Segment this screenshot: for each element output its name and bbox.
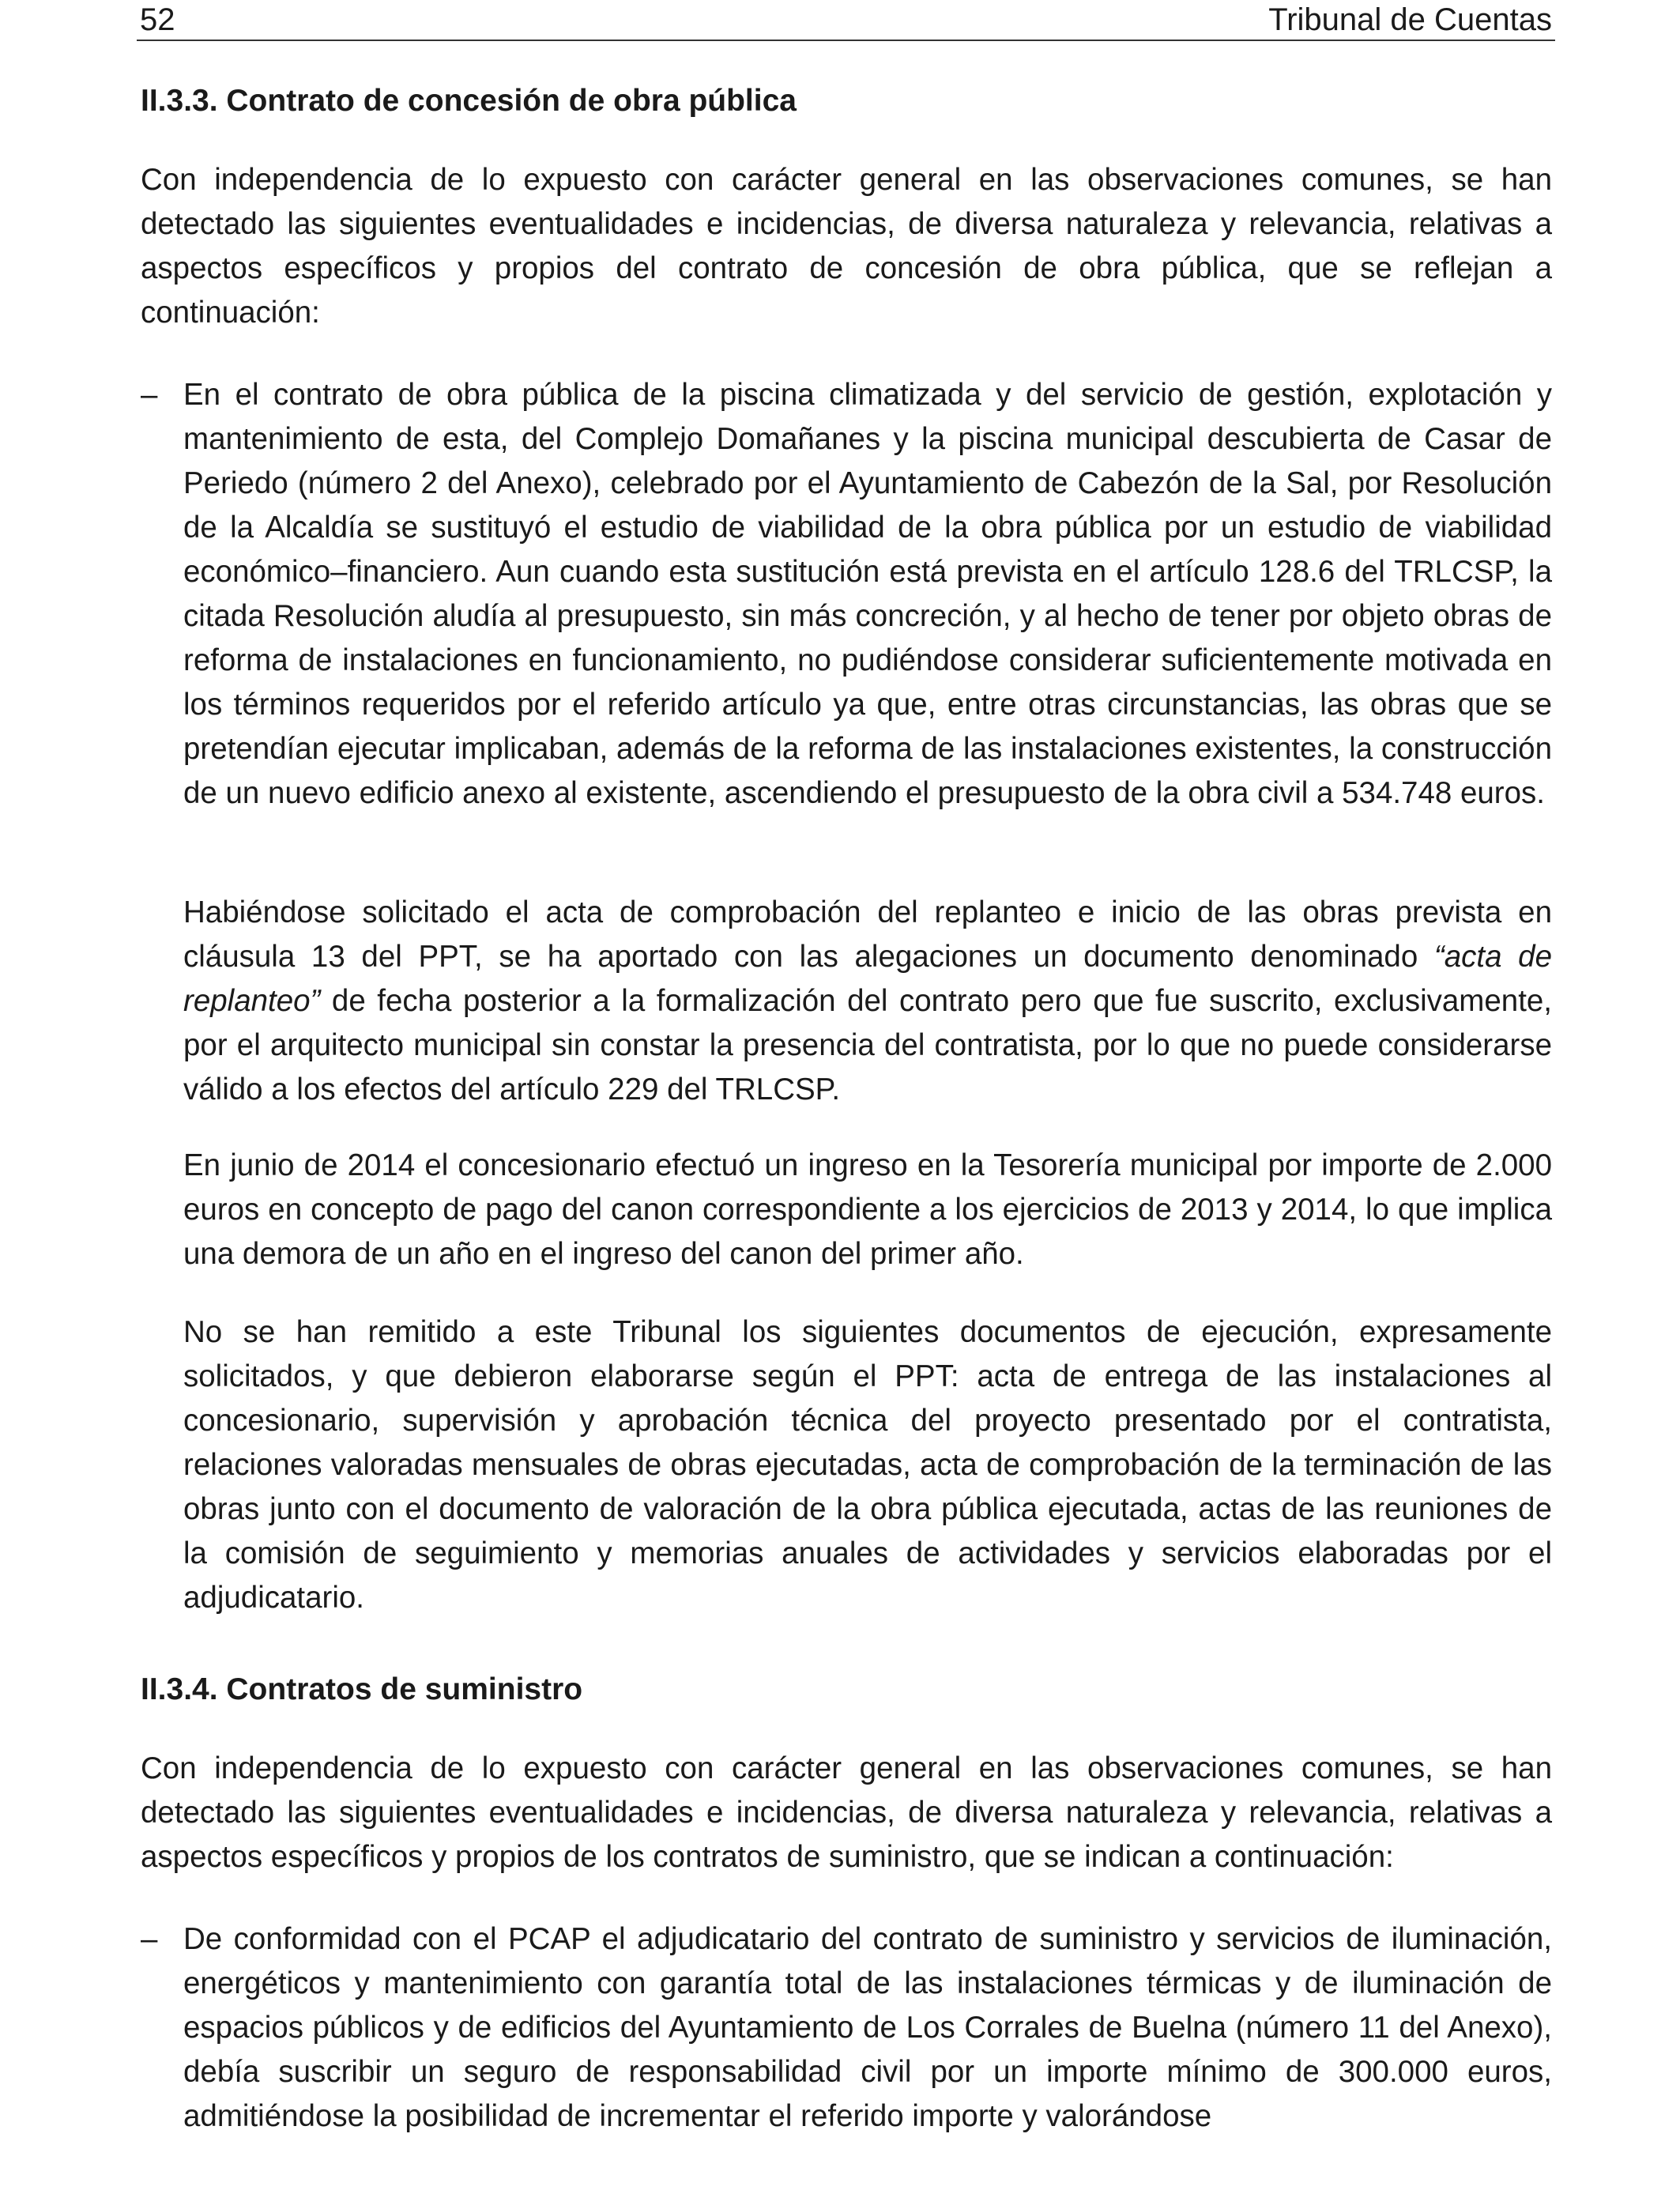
- bullet-dash: –: [141, 378, 158, 412]
- bullet-dash: –: [141, 1922, 158, 1956]
- paragraph-documentos-no-remitidos: No se han remitido a este Tribunal los siguientes documentos de ejecución, expresamente solicitados, y que debieron elaborarse según el PPT: acta de entrega de las instalaciones al concesionario, supervisión y aprobación técnica del proyecto presentado por el contratista, relaciones valoradas mensuales de obras ejecutadas, acta de comprobación de la terminación de las obras junto con el documento de valoración de la obra pública ejecutada, actas de las reuniones de la comisión de seguimiento y memorias anuales de actividades y servicios elaboradas por el adjudicatario.: [183, 1315, 1552, 1615]
- bullet-paragraph-seguro: De conformidad con el PCAP el adjudicatario del contrato de suministro y servicios de iluminación, energéticos y mantenimiento con garantía total de las instalaciones térmicas y de iluminación de espacios públicos y de edificios del Ayuntamiento de Los Corrales de Buelna (número 11 del Anexo), debía suscribir un seguro de responsabilidad civil por un importe mínimo de 300.000 euros, admitiéndose la posibilidad de incrementar el referido importe y valorándose: [183, 1922, 1552, 2133]
- paragraph-acta-replanteo: Habiéndose solicitado el acta de comprobación del replanteo e inicio de las obras prevista en cláusula 13 del PPT, se ha aportado con las alegaciones un documento denominado “acta de replanteo” de fecha posterior a la formalización del contrato pero que fue suscrito, exclusivamente, por el arquitecto municipal sin constar la presencia del contratista, por lo que no puede considerarse válido a los efectos del artículo 229 del TRLCSP.: [183, 895, 1552, 1106]
- paragraph-canon: En junio de 2014 el concesionario efectuó un ingreso en la Tesorería municipal por importe de 2.000 euros en concepto de pago del canon correspondiente a los ejercicios de 2013 y 2014, lo que implica una demora de un año en el ingreso del canon del primer año.: [183, 1148, 1552, 1271]
- section-heading-concesion: II.3.3. Contrato de concesión de obra pública: [141, 84, 797, 118]
- page-header: [137, 0, 1555, 41]
- quoted-document-name: “acta de replanteo”: [183, 940, 1552, 1018]
- section-heading-suministro: II.3.4. Contratos de suministro: [141, 1672, 583, 1706]
- bullet-paragraph-piscina: En el contrato de obra pública de la piscina climatizada y del servicio de gestión, explotación y mantenimiento de esta, del Complejo Domañanes y la piscina municipal descubierta de Casar de Periedo (número 2 del Anexo), celebrado por el Ayuntamiento de Cabezón de la Sal, por Resolución de la Alcaldía se sustituyó el estudio de viabilidad de la obra pública por un estudio de viabilidad económico–financiero. Aun cuando esta sustitución está prevista en el artículo 128.6 del TRLCSP, la citada Resolución aludía al presupuesto, sin más concreción, y al hecho de tener por objeto obras de reforma de instalaciones en funcionamiento, no pudiéndose considerar suficientemente motivada en los términos requeridos por el referido artículo ya que, entre otras circunstancias, las obras que se pretendían ejecutar implicaban, además de la reforma de las instalaciones existentes, la construcción de un nuevo edificio anexo al existente, ascendiendo el presupuesto de la obra civil a 534.748 euros.: [183, 378, 1552, 810]
- header-organization: Tribunal de Cuentas: [1268, 2, 1552, 37]
- page-number: 52: [140, 2, 175, 37]
- section-intro-suministro: Con independencia de lo expuesto con carácter general en las observaciones comunes, se han detectado las siguientes eventualidades e incidencias, de diversa naturaleza y relevancia, relativas a aspectos específicos y propios de los contratos de suministro, que se indican a continuación:: [141, 1751, 1552, 1874]
- section-intro-concesion: Con independencia de lo expuesto con carácter general en las observaciones comunes, se han detectado las siguientes eventualidades e incidencias, de diversa naturaleza y relevancia, relativas a aspectos específicos y propios del contrato de concesión de obra pública, que se reflejan a continuación:: [141, 163, 1552, 330]
